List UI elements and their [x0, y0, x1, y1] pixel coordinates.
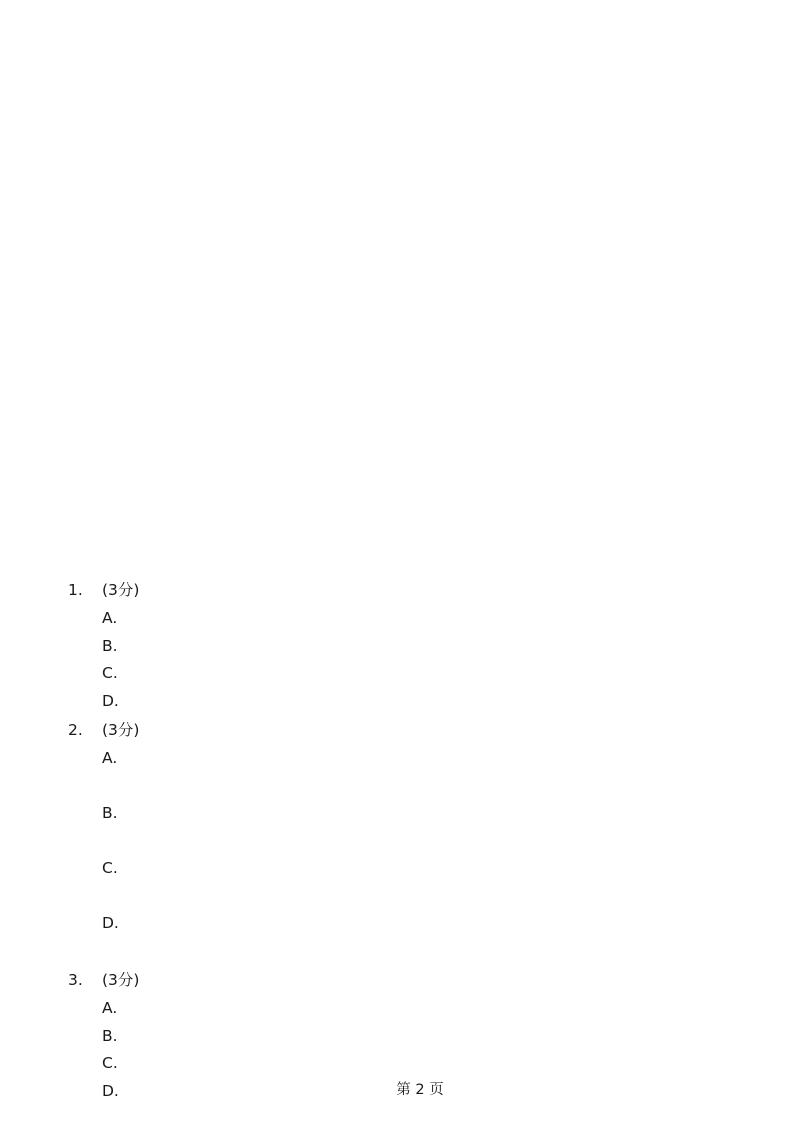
option-d — [68, 688, 732, 716]
option-a — [68, 745, 732, 800]
option-c — [68, 855, 732, 910]
option-c — [68, 660, 732, 688]
question-number: 1. — [68, 581, 83, 599]
option-letter: A. — [102, 999, 118, 1017]
question-number: 2. — [68, 721, 83, 739]
option-letter: D. — [102, 1081, 119, 1100]
option-letter: A. — [102, 609, 118, 627]
question-stem — [68, 575, 732, 605]
option-letter: C. — [102, 859, 118, 877]
question-1 — [68, 575, 732, 715]
question-score: (3分) — [102, 721, 140, 739]
page-footer — [0, 1078, 800, 1099]
option-b — [68, 800, 732, 855]
question-stem — [68, 965, 732, 995]
option-letter: B. — [102, 804, 118, 822]
question-score: (3分) — [102, 971, 140, 989]
footer-page-number: 第 2 页 — [396, 1082, 444, 1098]
question-score: (3分) — [102, 581, 140, 599]
option-c — [68, 1050, 732, 1078]
option-letter: C. — [102, 664, 118, 682]
question-list — [68, 575, 732, 1105]
passage-paragraph-1 — [68, 46, 732, 179]
passage-paragraph-3 — [68, 312, 732, 472]
option-b — [68, 633, 732, 661]
option-letter: D. — [102, 691, 119, 710]
option-letter: D. — [102, 914, 119, 932]
question-number: 3. — [68, 971, 83, 989]
option-letter: A. — [102, 749, 118, 767]
option-d — [68, 910, 732, 965]
question-2 — [68, 715, 732, 965]
option-letter: B. — [102, 1026, 118, 1045]
reading-passage — [68, 46, 732, 605]
passage-paragraph-2 — [68, 179, 732, 312]
option-b — [68, 1023, 732, 1051]
question-stem — [68, 715, 732, 745]
option-letter: C. — [102, 1054, 118, 1072]
option-letter: B. — [102, 636, 118, 655]
option-a — [68, 995, 732, 1023]
option-a — [68, 605, 732, 633]
